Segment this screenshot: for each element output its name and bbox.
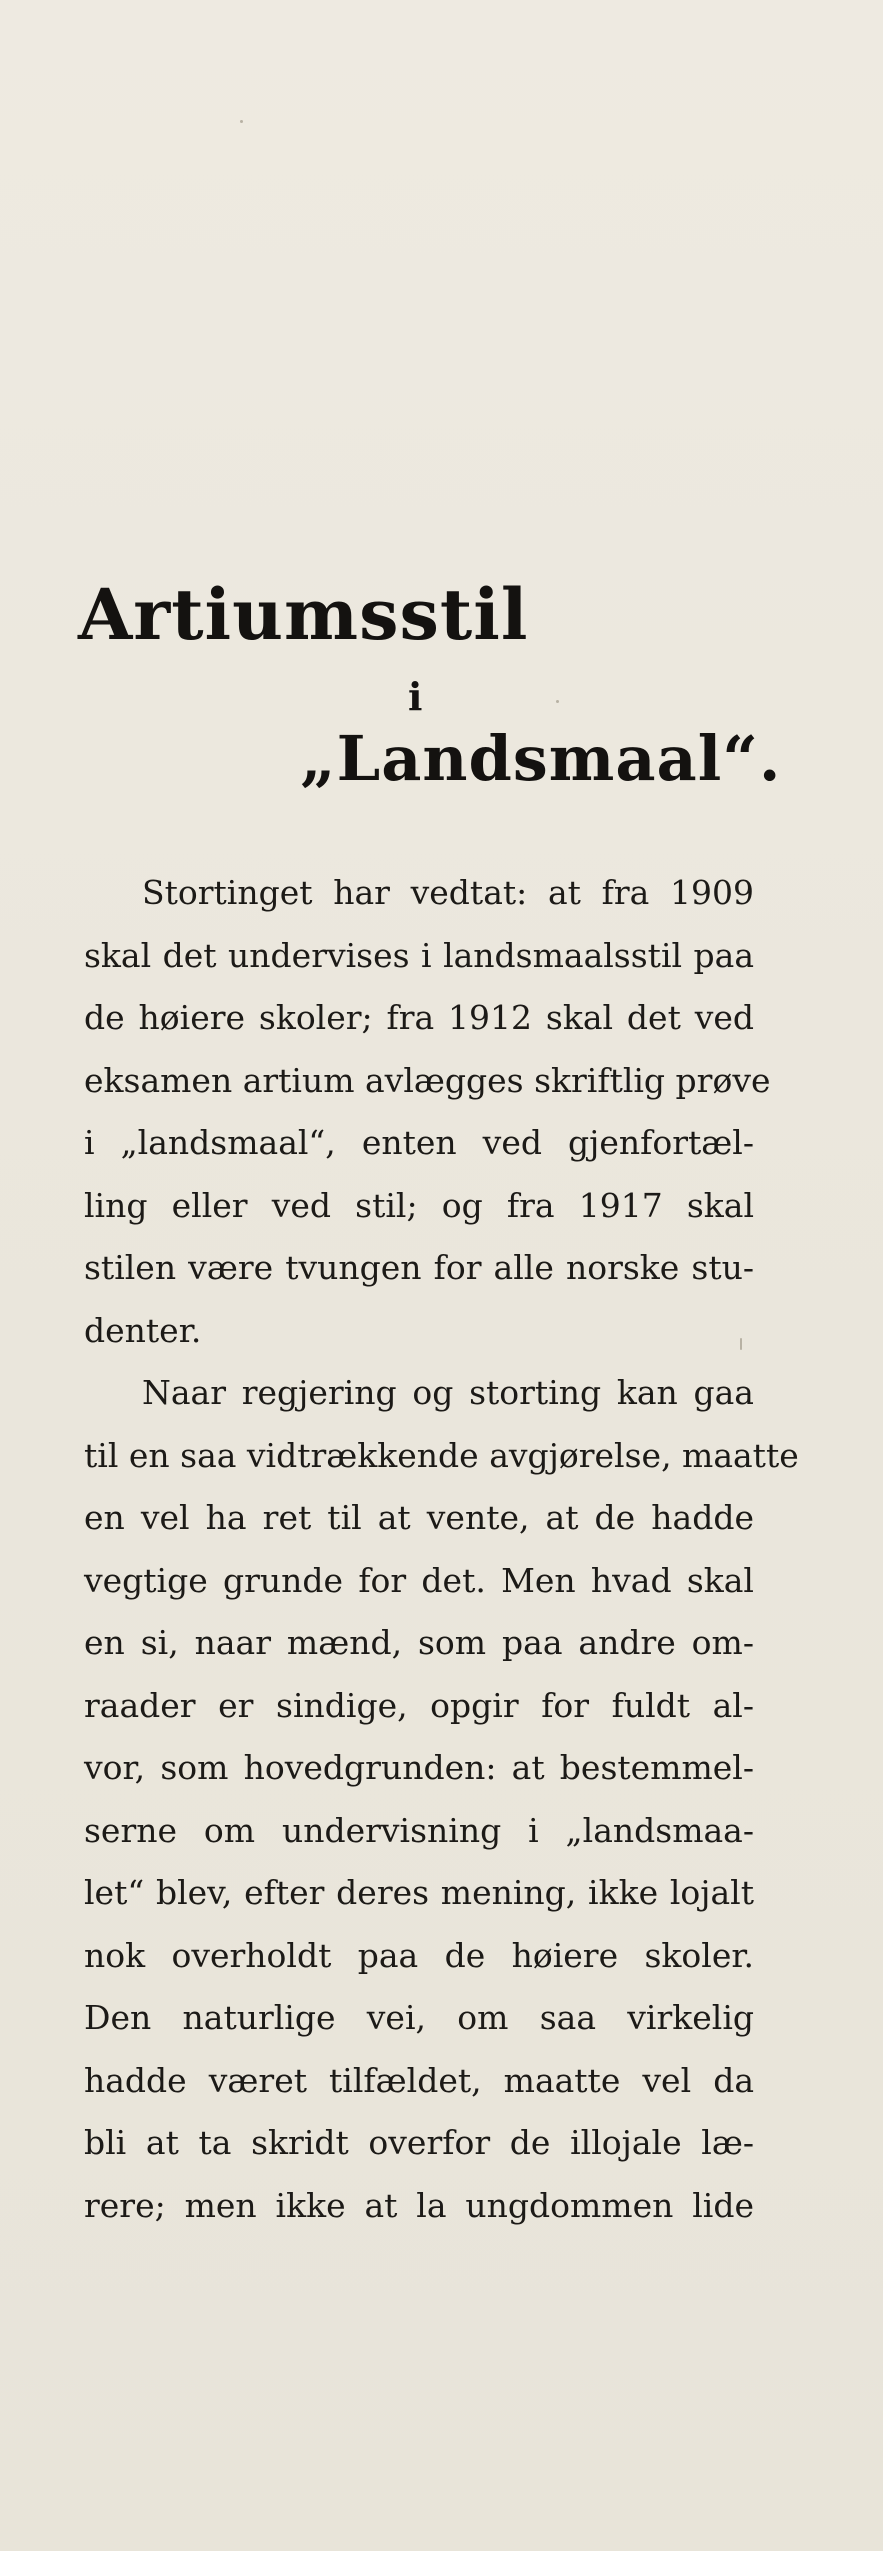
text-line: vor, som hovedgrunden: at bestemmel- <box>84 1748 754 1787</box>
text-line: en si, naar mænd, som paa andre om- <box>84 1623 754 1662</box>
text-line: en vel ha ret til at vente, at de hadde <box>84 1498 754 1537</box>
text-line: eksamen artium avlægges skriftlig prøve <box>84 1060 771 1100</box>
text-line: denter. <box>84 1310 202 1350</box>
text-line: vegtige grunde for det. Men hvad skal <box>84 1560 754 1600</box>
text-line: rere; men ikke at la ungdommen lide <box>84 2185 754 2225</box>
text-line: de høiere skoler; fra 1912 skal det ved <box>84 998 754 1037</box>
text-line: Den naturlige vei, om saa virkelig <box>84 1998 754 2037</box>
body-text <box>84 862 799 2237</box>
paragraph <box>84 1362 799 2237</box>
text-line: bli at ta skridt overfor de illojale læ- <box>84 2123 754 2162</box>
text-line: let“ blev, efter deres mening, ikke lojalt <box>84 1873 754 1912</box>
page-subtitle: „Landsmaal“. <box>300 722 782 795</box>
title-connector: i <box>408 674 423 719</box>
text-line: stilen være tvungen for alle norske stu- <box>84 1248 754 1287</box>
text-line: til en saa vidtrækkende avgjørelse, maatte <box>84 1435 799 1475</box>
text-line: Naar regjering og storting kan gaa <box>142 1373 754 1412</box>
text-line: skal det undervises i landsmaalsstil paa <box>84 935 754 975</box>
text-line: i „landsmaal“, enten ved gjenfortæl- <box>84 1123 754 1162</box>
paper-speck <box>240 120 243 123</box>
page-title: Artiumsstil <box>78 573 529 656</box>
text-line: ling eller ved stil; og fra 1917 skal <box>84 1185 754 1225</box>
text-line: serne om undervisning i „landsmaa- <box>84 1810 754 1850</box>
paper-speck <box>556 700 559 703</box>
text-line: hadde været tilfældet, maatte vel da <box>84 2060 754 2100</box>
text-line: Stortinget har vedtat: at fra 1909 <box>142 873 754 912</box>
text-line: raader er sindige, opgir for fuldt al- <box>84 1685 754 1725</box>
paragraph <box>84 862 771 1362</box>
text-line: nok overholdt paa de høiere skoler. <box>84 1935 754 1975</box>
